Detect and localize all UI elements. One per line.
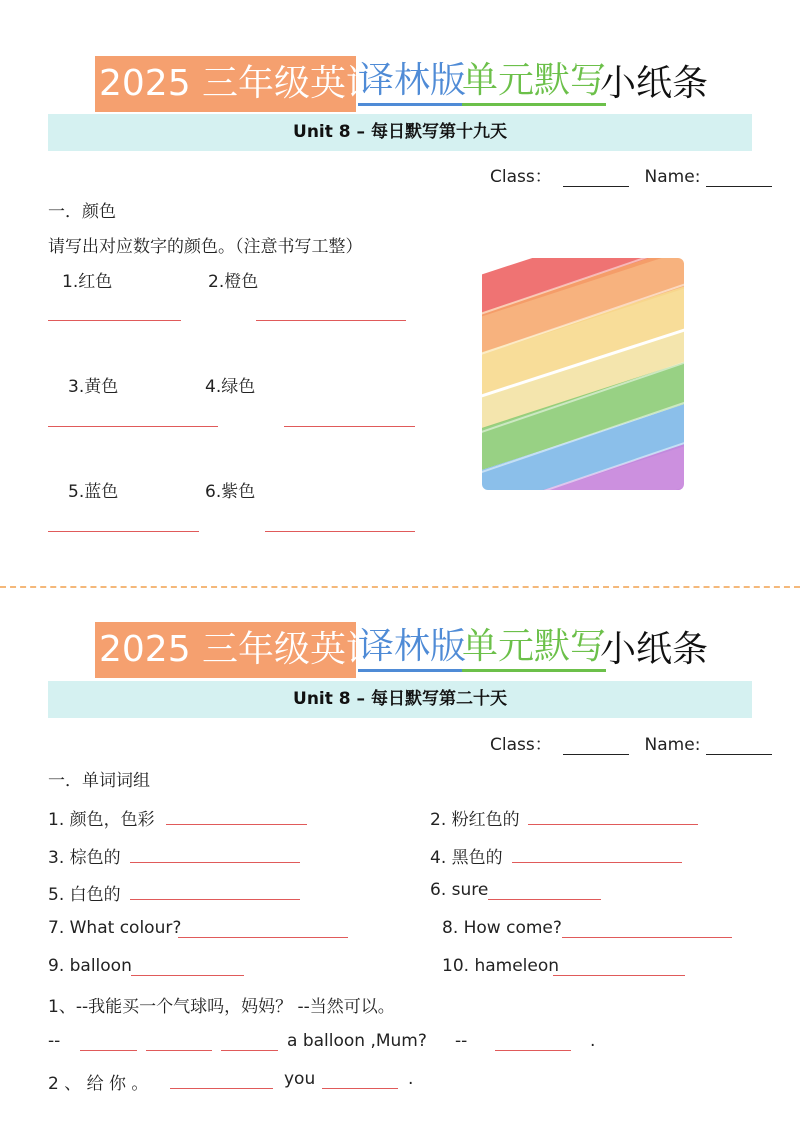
sentence-1-blank-2[interactable]	[146, 1050, 212, 1051]
sentence-2-period: .	[408, 1069, 414, 1089]
name-field[interactable]	[706, 737, 772, 755]
sentence-1-blank-4[interactable]	[495, 1050, 571, 1051]
sheet2-unit-bar: Unit 8 – 每日默写第二十天	[48, 681, 752, 718]
word-line-2[interactable]	[528, 824, 698, 825]
rainbow-scribble-image	[482, 258, 684, 490]
cut-line-divider	[0, 586, 800, 588]
title-part-dictation: 单元默写	[462, 622, 606, 672]
sheet1-unit-bar: Unit 8 – 每日默写第十九天	[48, 114, 752, 151]
color-item-6: 6.紫色	[205, 482, 256, 502]
sentence-1-blank-1[interactable]	[80, 1050, 137, 1051]
color-item-1: 1.红色	[62, 272, 113, 292]
word-item-1: 1. 颜色，色彩	[48, 810, 155, 830]
word-item-10: 10. hameleon	[442, 956, 560, 976]
word-line-1[interactable]	[166, 824, 307, 825]
sheet2-section-heading: 一．单词词组	[48, 771, 150, 791]
word-item-3: 3. 棕色的	[48, 848, 121, 868]
answer-line-6[interactable]	[265, 531, 415, 532]
sheet1-section-heading: 一．颜色	[48, 202, 116, 222]
name-label: Name:	[644, 167, 701, 187]
class-label: Class：	[490, 167, 552, 187]
word-item-2: 2. 粉红色的	[430, 810, 520, 830]
sentence-2-you: you	[284, 1069, 316, 1089]
word-item-7: 7. What colour?	[48, 918, 182, 938]
color-item-5: 5.蓝色	[68, 482, 119, 502]
sheet2-class-name-line	[490, 730, 772, 755]
class-field[interactable]	[563, 737, 629, 755]
title-part-edition: 译林版	[358, 56, 466, 106]
sheet1-instruction: 请写出对应数字的颜色。（注意书写工整）	[48, 237, 363, 257]
word-item-9: 9. balloon	[48, 956, 132, 976]
title-part-year: 2025 三年级英语	[95, 622, 356, 678]
sentence-1-dash-b: --	[455, 1031, 468, 1051]
sheet2-title	[0, 622, 800, 682]
class-label: Class：	[490, 735, 552, 755]
title-part-edition: 译林版	[358, 622, 466, 672]
sentence-2-prompt: 2 、 给 你 。	[48, 1074, 149, 1094]
word-line-7[interactable]	[178, 937, 348, 938]
sentence-1-prompt: 1、--我能买一个气球吗，妈妈？ --当然可以。	[48, 997, 395, 1017]
word-item-8: 8. How come?	[442, 918, 562, 938]
sentence-1-middle: a balloon ,Mum?	[287, 1031, 427, 1051]
word-line-8[interactable]	[562, 937, 732, 938]
sentence-1-period: .	[590, 1031, 596, 1051]
sheet1-title	[0, 56, 800, 116]
sentence-2-blank-2[interactable]	[322, 1088, 398, 1089]
word-item-6: 6. sure	[430, 880, 489, 900]
answer-line-1[interactable]	[48, 320, 181, 321]
sentence-1-dash-a: --	[48, 1031, 61, 1051]
sheet1-class-name-line	[490, 162, 772, 187]
word-item-4: 4. 黑色的	[430, 848, 503, 868]
title-part-dictation: 单元默写	[462, 56, 606, 106]
sentence-1-blank-3[interactable]	[221, 1050, 278, 1051]
title-part-note: 小纸条	[600, 63, 709, 104]
answer-line-4[interactable]	[284, 426, 415, 427]
name-field[interactable]	[706, 169, 772, 187]
word-line-5[interactable]	[130, 899, 300, 900]
word-line-9[interactable]	[131, 975, 244, 976]
answer-line-3[interactable]	[48, 426, 218, 427]
word-line-3[interactable]	[130, 862, 300, 863]
color-item-3: 3.黄色	[68, 377, 119, 397]
word-line-10[interactable]	[553, 975, 685, 976]
title-part-year: 2025 三年级英语	[95, 56, 356, 112]
answer-line-2[interactable]	[256, 320, 406, 321]
class-field[interactable]	[563, 169, 629, 187]
sentence-2-blank-1[interactable]	[170, 1088, 273, 1089]
word-line-6[interactable]	[488, 899, 601, 900]
word-line-4[interactable]	[512, 862, 682, 863]
answer-line-5[interactable]	[48, 531, 199, 532]
color-item-2: 2.橙色	[208, 272, 259, 292]
color-item-4: 4.绿色	[205, 377, 256, 397]
name-label: Name:	[644, 735, 701, 755]
title-part-note: 小纸条	[600, 629, 709, 670]
word-item-5: 5. 白色的	[48, 885, 121, 905]
